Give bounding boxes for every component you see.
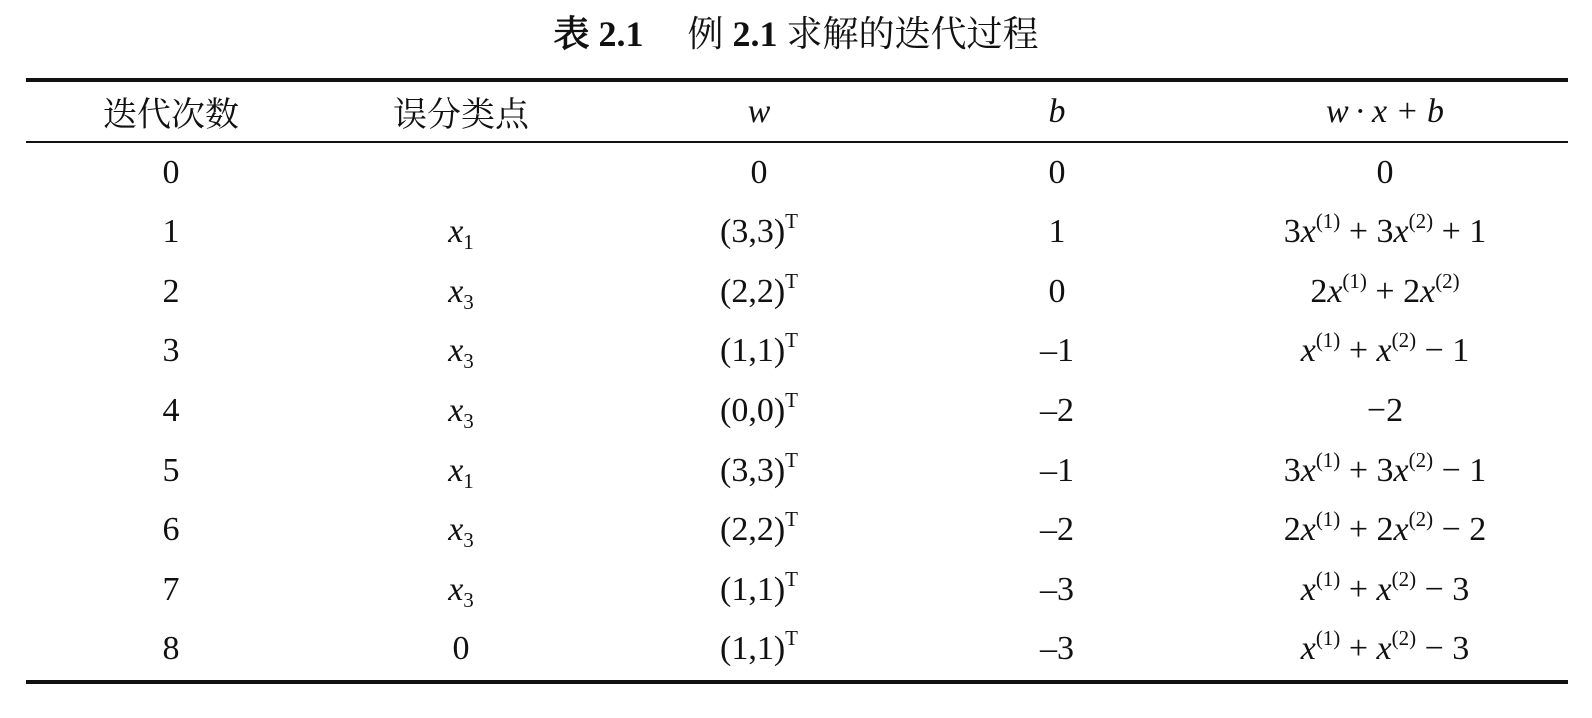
header-expr: w · x + b [1325,92,1445,130]
table-row [26,560,1568,619]
cell-misclassified: $x_3$ [448,391,474,433]
cell-expr: $x^{(1)} + x^{(2)} - 3$ [1300,626,1470,668]
cell-w: $(1,1)^T$ [720,566,798,608]
caption-title: 求解的迭代过程 [786,14,1039,54]
cell-b: –3 [1040,570,1074,608]
cell-iteration: 2 [162,272,180,310]
cell-expr: $2x^{(1)} + 2x^{(2)}$ [1310,268,1460,310]
cell-w: $(3,3)^T$ [720,447,798,489]
table-row [26,620,1568,679]
cell-iteration: 6 [162,511,180,549]
table-row [26,143,1568,202]
cell-b: 0 [1048,272,1066,310]
table-header-row [26,82,1568,141]
cell-b: –2 [1040,511,1074,549]
cell-w: $(3,3)^T$ [720,209,798,251]
cell-w: $(0,0)^T$ [720,387,798,429]
cell-iteration: 0 [162,153,180,191]
table-row [26,262,1568,321]
cell-iteration: 4 [162,391,180,429]
cell-iteration: 1 [162,213,180,251]
header-misclassified: 误分类点 [393,97,529,134]
table-row [26,501,1568,560]
table-row [26,203,1568,262]
table-row [26,441,1568,500]
cell-iteration: 3 [162,332,180,370]
cell-w: $(2,2)^T$ [720,268,798,310]
example-number: 2.1 [732,14,778,54]
cell-expr: −2 [1366,391,1404,429]
cell-misclassified: $x_1$ [448,451,474,493]
table-label: 表 2.1 [553,14,644,54]
table-bottom-rule [26,680,1568,684]
cell-iteration: 7 [162,570,180,608]
header-b: b [1048,92,1066,130]
cell-misclassified: $x_3$ [448,511,474,553]
cell-expr: $2x^{(1)} + 2x^{(2)} - 2$ [1283,507,1487,549]
cell-w: $(1,1)^T$ [720,328,798,370]
cell-w: $(2,2)^T$ [720,507,798,549]
header-w: w [747,92,771,130]
cell-b: –1 [1040,332,1074,370]
cell-b: –3 [1040,630,1074,668]
cell-b: –2 [1040,391,1074,429]
cell-misclassified: $x_3$ [448,570,474,612]
cell-expr: $3x^{(1)} + 3x^{(2)} - 1$ [1283,447,1487,489]
cell-iteration: 8 [162,630,180,668]
cell-w: 0 [750,153,768,191]
caption-prefix: 例 [687,14,724,54]
cell-expr: $x^{(1)} + x^{(2)} - 1$ [1300,328,1470,370]
cell-expr: $3x^{(1)} + 3x^{(2)} + 1$ [1283,209,1487,251]
cell-b: 0 [1048,153,1066,191]
table-row [26,381,1568,440]
table-caption [0,6,1592,62]
table-row [26,322,1568,381]
header-iteration: 迭代次数 [103,97,239,134]
cell-misclassified: 0 [452,630,470,668]
cell-b: 1 [1048,213,1066,251]
cell-w: $(1,1)^T$ [720,626,798,668]
cell-expr: 0 [1376,153,1394,191]
cell-expr: $x^{(1)} + x^{(2)} - 3$ [1300,566,1470,608]
cell-misclassified: $x_3$ [448,272,474,314]
cell-misclassified: $x_3$ [448,332,474,374]
cell-iteration: 5 [162,451,180,489]
cell-misclassified: $x_1$ [448,213,474,255]
cell-b: –1 [1040,451,1074,489]
